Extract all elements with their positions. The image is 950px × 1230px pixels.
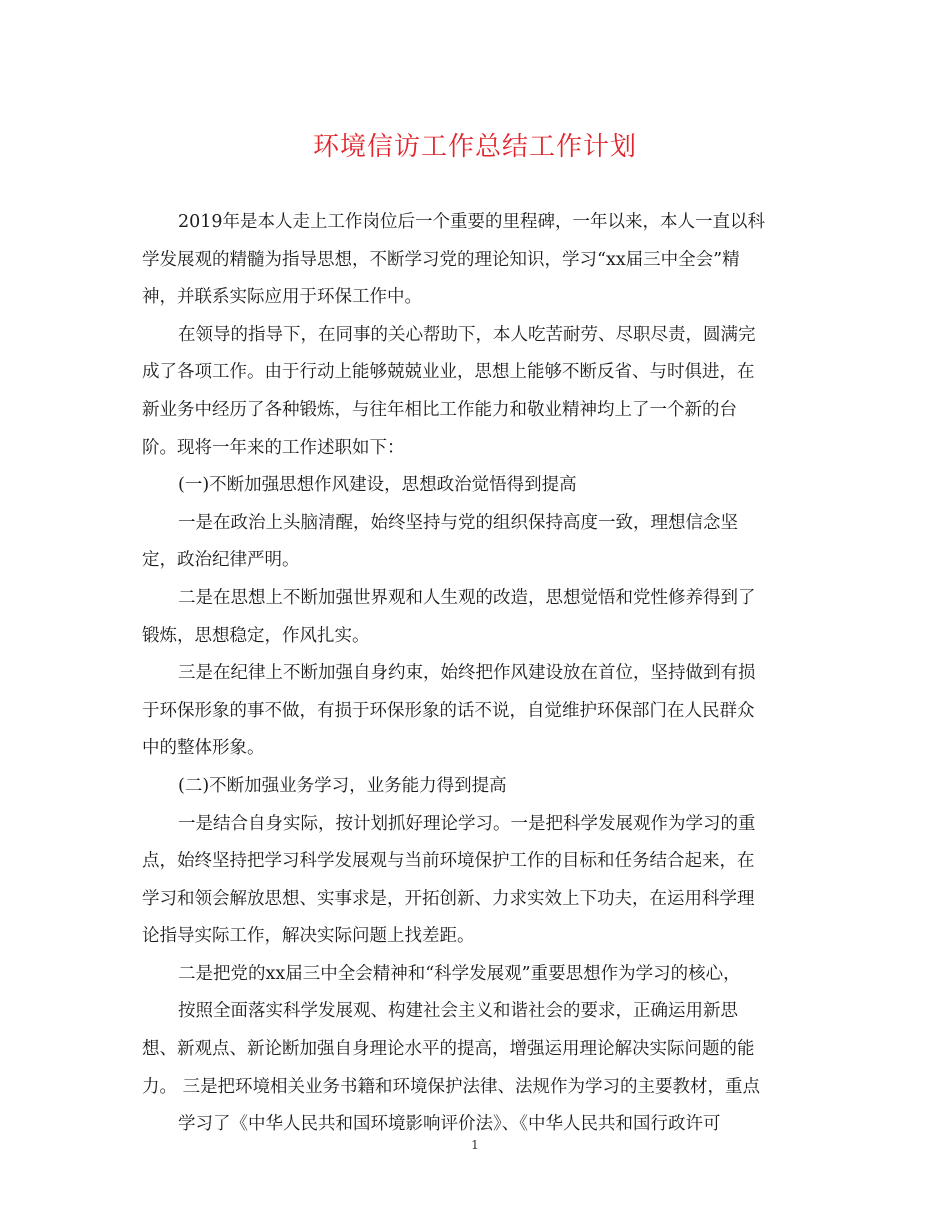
document-title: 环境信访工作总结工作计划 <box>312 132 637 162</box>
paragraph-line: 二是把党的xx届三中全会精神和“科学发展观”重要思想作为学习的核心， <box>178 963 741 984</box>
paragraph-line: 按照全面落实科学发展观、构建社会主义和谐社会的要求，正确运用新思 <box>178 1001 738 1022</box>
paragraph-line: 中的整体形象。 <box>142 738 265 759</box>
paragraph-line: 二是在思想上不断加强世界观和人生观的改造，思想觉悟和党性修养得到了 <box>178 587 756 608</box>
paragraph-line: 新业务中经历了各种锻炼，与往年相比工作能力和敬业精神均上了一个新的台 <box>142 399 737 420</box>
paragraph-line: 成了各项工作。由于行动上能够兢兢业业，思想上能够不断反省、与时俱进，在 <box>142 362 755 383</box>
page-number: 1 <box>471 1138 479 1152</box>
paragraph-line: 阶。现将一年来的工作述职如下： <box>142 437 405 458</box>
section-heading: (一)不断加强思想作风建设，思想政治觉悟得到提高 <box>178 475 577 496</box>
paragraph-line: 一是结合自身实际，按计划抓好理论学习。一是把科学发展观作为学习的重 <box>178 813 756 834</box>
paragraph-line: 学习和领会解放思想、实事求是，开拓创新、力求实效上下功夫，在运用科学理 <box>142 888 755 909</box>
paragraph-line: 神，并联系实际应用于环保工作中。 <box>142 287 422 308</box>
paragraph-line: 论指导实际工作，解决实际问题上找差距。 <box>142 926 475 947</box>
paragraph-line: 力。 三是把环境相关业务书籍和环境保护法律、法规作为学习的主要教材，重点 <box>142 1076 761 1097</box>
section-heading: (二)不断加强业务学习，业务能力得到提高 <box>178 775 507 796</box>
document-body <box>142 204 810 1144</box>
paragraph-line: 学发展观的精髓为指导思想，不断学习党的理论知识，学习“xx届三中全会”精 <box>142 249 740 270</box>
paragraph-line: 锻炼，思想稳定，作风扎实。 <box>142 625 370 646</box>
paragraph-line: 在领导的指导下，在同事的关心帮助下，本人吃苦耐劳、尽职尽责，圆满完 <box>178 324 756 345</box>
paragraph-line: 定，政治纪律严明。 <box>142 550 300 571</box>
paragraph-line: 2019年是本人走上工作岗位后一个重要的里程碑，一年以来，本人一直以科 <box>178 212 766 232</box>
paragraph-line: 学习了《中华人民共和国环境影响评价法》、《中华人民共和国行政许可 <box>178 1114 721 1135</box>
paragraph-line: 一是在政治上头脑清醒，始终坚持与党的组织保持高度一致，理想信念坚 <box>178 512 738 533</box>
paragraph-line: 三是在纪律上不断加强自身约束，始终把作风建设放在首位，坚持做到有损 <box>178 663 756 684</box>
paragraph-line: 点，始终坚持把学习科学发展观与当前环境保护工作的目标和任务结合起来，在 <box>142 851 755 872</box>
paragraph-line: 于环保形象的事不做，有损于环保形象的话不说，自觉维护环保部门在人民群众 <box>142 700 755 721</box>
paragraph-line: 想、新观点、新论断加强自身理论水平的提高，增强运用理论解决实际问题的能 <box>142 1039 755 1060</box>
